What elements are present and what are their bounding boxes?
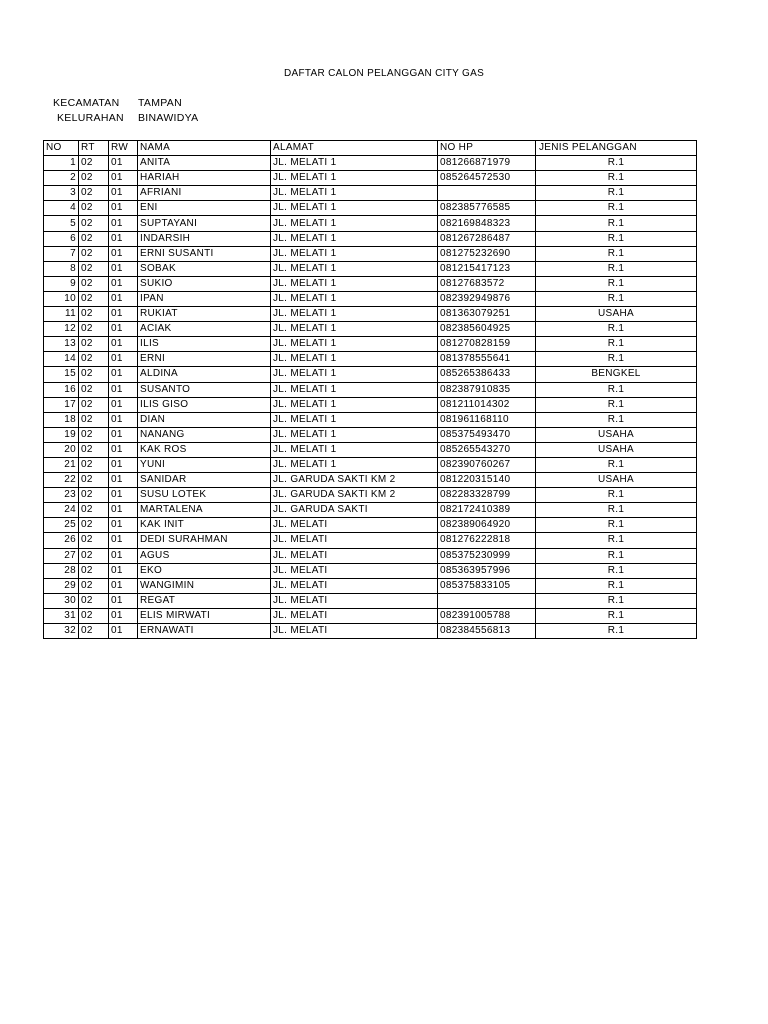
cell-no-hp: 082385604925	[438, 322, 536, 337]
cell-jenis-pelanggan: R.1	[536, 186, 697, 201]
cell-rt: 02	[79, 231, 109, 246]
table-row	[44, 578, 697, 593]
cell-rw: 01	[109, 171, 138, 186]
cell-rw: 01	[109, 533, 138, 548]
cell-no-hp: 081215417123	[438, 261, 536, 276]
cell-no-hp: 085265386433	[438, 367, 536, 382]
table-row	[44, 382, 697, 397]
cell-no: 8	[44, 261, 79, 276]
cell-jenis-pelanggan: R.1	[536, 261, 697, 276]
cell-alamat: JL. MELATI	[271, 548, 438, 563]
cell-jenis-pelanggan: R.1	[536, 291, 697, 306]
cell-jenis-pelanggan: USAHA	[536, 427, 697, 442]
column-header-no: NO	[44, 141, 79, 156]
cell-no-hp: 08127683572	[438, 276, 536, 291]
cell-nama: INDARSIH	[138, 231, 271, 246]
cell-rt: 02	[79, 352, 109, 367]
cell-rw: 01	[109, 367, 138, 382]
cell-rt: 02	[79, 186, 109, 201]
cell-no-hp: 082389064920	[438, 518, 536, 533]
cell-rw: 01	[109, 457, 138, 472]
cell-rw: 01	[109, 548, 138, 563]
cell-rw: 01	[109, 397, 138, 412]
cell-alamat: JL. MELATI	[271, 593, 438, 608]
cell-no: 20	[44, 442, 79, 457]
table-row	[44, 322, 697, 337]
cell-alamat: JL. MELATI 1	[271, 442, 438, 457]
cell-nama: ERNI	[138, 352, 271, 367]
cell-rt: 02	[79, 608, 109, 623]
cell-nama: ACIAK	[138, 322, 271, 337]
cell-nama: ENI	[138, 201, 271, 216]
cell-alamat: JL. MELATI 1	[271, 246, 438, 261]
cell-rt: 02	[79, 442, 109, 457]
cell-alamat: JL. MELATI 1	[271, 201, 438, 216]
cell-jenis-pelanggan: R.1	[536, 276, 697, 291]
cell-alamat: JL. MELATI	[271, 624, 438, 639]
cell-rt: 02	[79, 201, 109, 216]
cell-no: 12	[44, 322, 79, 337]
cell-alamat: JL. MELATI 1	[271, 261, 438, 276]
table-header-row	[44, 141, 697, 156]
table-body	[44, 156, 697, 639]
cell-nama: DEDI SURAHMAN	[138, 533, 271, 548]
cell-rt: 02	[79, 624, 109, 639]
cell-nama: WANGIMIN	[138, 578, 271, 593]
cell-nama: REGAT	[138, 593, 271, 608]
cell-no: 6	[44, 231, 79, 246]
cell-no: 17	[44, 397, 79, 412]
cell-rw: 01	[109, 246, 138, 261]
cell-jenis-pelanggan: R.1	[536, 624, 697, 639]
table-row	[44, 367, 697, 382]
cell-jenis-pelanggan: R.1	[536, 352, 697, 367]
cell-alamat: JL. MELATI 1	[271, 352, 438, 367]
cell-nama: SUSANTO	[138, 382, 271, 397]
cell-rt: 02	[79, 488, 109, 503]
table-row	[44, 518, 697, 533]
kelurahan-label: KELURAHAN	[57, 112, 124, 124]
cell-no: 24	[44, 503, 79, 518]
cell-rw: 01	[109, 488, 138, 503]
cell-rw: 01	[109, 593, 138, 608]
cell-jenis-pelanggan: R.1	[536, 457, 697, 472]
cell-nama: EKO	[138, 563, 271, 578]
cell-jenis-pelanggan: R.1	[536, 171, 697, 186]
cell-alamat: JL. MELATI 1	[271, 276, 438, 291]
cell-no-hp: 081220315140	[438, 473, 536, 488]
cell-rw: 01	[109, 337, 138, 352]
cell-jenis-pelanggan: R.1	[536, 382, 697, 397]
kecamatan-value: TAMPAN	[138, 97, 182, 109]
cell-rt: 02	[79, 578, 109, 593]
cell-no-hp: 081961168110	[438, 412, 536, 427]
cell-jenis-pelanggan: R.1	[536, 518, 697, 533]
table-row	[44, 473, 697, 488]
cell-alamat: JL. MELATI 1	[271, 427, 438, 442]
cell-alamat: JL. MELATI 1	[271, 412, 438, 427]
cell-alamat: JL. MELATI	[271, 533, 438, 548]
cell-rt: 02	[79, 322, 109, 337]
table-row	[44, 503, 697, 518]
cell-no: 32	[44, 624, 79, 639]
cell-rt: 02	[79, 518, 109, 533]
cell-no: 7	[44, 246, 79, 261]
cell-no: 13	[44, 337, 79, 352]
cell-alamat: JL. MELATI 1	[271, 216, 438, 231]
cell-alamat: JL. MELATI 1	[271, 397, 438, 412]
cell-no-hp: 085264572530	[438, 171, 536, 186]
cell-jenis-pelanggan: R.1	[536, 322, 697, 337]
cell-jenis-pelanggan: R.1	[536, 548, 697, 563]
cell-alamat: JL. MELATI 1	[271, 382, 438, 397]
cell-nama: KAK INIT	[138, 518, 271, 533]
cell-jenis-pelanggan: R.1	[536, 397, 697, 412]
cell-rt: 02	[79, 473, 109, 488]
cell-rw: 01	[109, 322, 138, 337]
cell-no: 4	[44, 201, 79, 216]
table-row	[44, 593, 697, 608]
table-row	[44, 427, 697, 442]
cell-alamat: JL. GARUDA SAKTI KM 2	[271, 488, 438, 503]
cell-no-hp: 082392949876	[438, 291, 536, 306]
cell-nama: ILIS GISO	[138, 397, 271, 412]
cell-no: 21	[44, 457, 79, 472]
table-row	[44, 201, 697, 216]
cell-rw: 01	[109, 427, 138, 442]
cell-jenis-pelanggan: USAHA	[536, 473, 697, 488]
cell-no-hp: 082172410389	[438, 503, 536, 518]
cell-no-hp: 082385776585	[438, 201, 536, 216]
cell-nama: SUPTAYANI	[138, 216, 271, 231]
cell-rw: 01	[109, 624, 138, 639]
cell-no-hp: 085363957996	[438, 563, 536, 578]
column-header-nama: NAMA	[138, 141, 271, 156]
cell-rw: 01	[109, 473, 138, 488]
cell-jenis-pelanggan: R.1	[536, 593, 697, 608]
table-row	[44, 608, 697, 623]
cell-no-hp: 082384556813	[438, 624, 536, 639]
cell-jenis-pelanggan: R.1	[536, 246, 697, 261]
cell-rw: 01	[109, 261, 138, 276]
cell-jenis-pelanggan: R.1	[536, 563, 697, 578]
cell-no: 14	[44, 352, 79, 367]
cell-nama: ILIS	[138, 337, 271, 352]
cell-jenis-pelanggan: R.1	[536, 216, 697, 231]
cell-no-hp: 081275232690	[438, 246, 536, 261]
cell-rt: 02	[79, 261, 109, 276]
cell-no-hp: 081378555641	[438, 352, 536, 367]
cell-nama: IPAN	[138, 291, 271, 306]
cell-jenis-pelanggan: R.1	[536, 231, 697, 246]
cell-rw: 01	[109, 231, 138, 246]
cell-rt: 02	[79, 593, 109, 608]
cell-no: 29	[44, 578, 79, 593]
cell-rt: 02	[79, 412, 109, 427]
table-row	[44, 156, 697, 171]
cell-no-hp: 081276222818	[438, 533, 536, 548]
cell-rt: 02	[79, 427, 109, 442]
cell-alamat: JL. MELATI 1	[271, 186, 438, 201]
table-row	[44, 488, 697, 503]
cell-no: 11	[44, 307, 79, 322]
table-row	[44, 533, 697, 548]
table-row	[44, 563, 697, 578]
column-header-rw: RW	[109, 141, 138, 156]
cell-alamat: JL. GARUDA SAKTI	[271, 503, 438, 518]
cell-rw: 01	[109, 307, 138, 322]
cell-no-hp	[438, 593, 536, 608]
table-row	[44, 291, 697, 306]
cell-nama: SANIDAR	[138, 473, 271, 488]
cell-rt: 02	[79, 171, 109, 186]
cell-nama: NANANG	[138, 427, 271, 442]
cell-rw: 01	[109, 382, 138, 397]
column-header-jenis-pelanggan: JENIS PELANGGAN	[536, 141, 697, 156]
table-row	[44, 246, 697, 261]
cell-nama: MARTALENA	[138, 503, 271, 518]
cell-alamat: JL. MELATI 1	[271, 291, 438, 306]
cell-alamat: JL. GARUDA SAKTI KM 2	[271, 473, 438, 488]
cell-rt: 02	[79, 563, 109, 578]
customer-table	[43, 140, 697, 639]
cell-rt: 02	[79, 533, 109, 548]
cell-alamat: JL. MELATI 1	[271, 322, 438, 337]
cell-jenis-pelanggan: USAHA	[536, 442, 697, 457]
cell-nama: DIAN	[138, 412, 271, 427]
cell-rw: 01	[109, 291, 138, 306]
cell-jenis-pelanggan: R.1	[536, 503, 697, 518]
cell-rw: 01	[109, 442, 138, 457]
cell-no: 27	[44, 548, 79, 563]
cell-jenis-pelanggan: R.1	[536, 337, 697, 352]
cell-nama: SOBAK	[138, 261, 271, 276]
table-row	[44, 624, 697, 639]
cell-rt: 02	[79, 382, 109, 397]
cell-nama: RUKIAT	[138, 307, 271, 322]
cell-nama: ALDINA	[138, 367, 271, 382]
cell-alamat: JL. MELATI	[271, 608, 438, 623]
cell-rw: 01	[109, 201, 138, 216]
cell-nama: SUSU LOTEK	[138, 488, 271, 503]
cell-no: 5	[44, 216, 79, 231]
cell-no-hp: 081363079251	[438, 307, 536, 322]
table-row	[44, 216, 697, 231]
cell-no: 15	[44, 367, 79, 382]
cell-no: 10	[44, 291, 79, 306]
kelurahan-value: BINAWIDYA	[138, 112, 199, 124]
cell-rt: 02	[79, 156, 109, 171]
cell-rw: 01	[109, 578, 138, 593]
cell-rw: 01	[109, 608, 138, 623]
cell-rw: 01	[109, 352, 138, 367]
cell-rt: 02	[79, 276, 109, 291]
cell-rw: 01	[109, 412, 138, 427]
table-row	[44, 307, 697, 322]
column-header-no-hp: NO HP	[438, 141, 536, 156]
cell-jenis-pelanggan: R.1	[536, 533, 697, 548]
cell-no-hp: 085265543270	[438, 442, 536, 457]
cell-rw: 01	[109, 186, 138, 201]
cell-no-hp: 081270828159	[438, 337, 536, 352]
table-row	[44, 457, 697, 472]
cell-no-hp: 085375833105	[438, 578, 536, 593]
cell-jenis-pelanggan: R.1	[536, 201, 697, 216]
cell-nama: AFRIANI	[138, 186, 271, 201]
cell-alamat: JL. MELATI 1	[271, 231, 438, 246]
cell-nama: ELIS MIRWATI	[138, 608, 271, 623]
cell-no-hp: 082390760267	[438, 457, 536, 472]
cell-jenis-pelanggan: R.1	[536, 578, 697, 593]
cell-rw: 01	[109, 503, 138, 518]
table-row	[44, 352, 697, 367]
cell-jenis-pelanggan: R.1	[536, 608, 697, 623]
table-row	[44, 231, 697, 246]
cell-no: 28	[44, 563, 79, 578]
cell-no-hp	[438, 186, 536, 201]
table-row	[44, 337, 697, 352]
column-header-rt: RT	[79, 141, 109, 156]
cell-rt: 02	[79, 307, 109, 322]
cell-no: 25	[44, 518, 79, 533]
cell-nama: ANITA	[138, 156, 271, 171]
cell-alamat: JL. MELATI 1	[271, 171, 438, 186]
cell-no-hp: 081266871979	[438, 156, 536, 171]
table-row	[44, 548, 697, 563]
column-header-alamat: ALAMAT	[271, 141, 438, 156]
cell-rt: 02	[79, 246, 109, 261]
cell-rw: 01	[109, 563, 138, 578]
cell-no: 2	[44, 171, 79, 186]
cell-rw: 01	[109, 216, 138, 231]
cell-rw: 01	[109, 276, 138, 291]
cell-jenis-pelanggan: R.1	[536, 156, 697, 171]
cell-nama: YUNI	[138, 457, 271, 472]
cell-rw: 01	[109, 518, 138, 533]
cell-alamat: JL. MELATI 1	[271, 367, 438, 382]
table-row	[44, 412, 697, 427]
cell-no: 16	[44, 382, 79, 397]
cell-no: 1	[44, 156, 79, 171]
table-row	[44, 171, 697, 186]
cell-rt: 02	[79, 548, 109, 563]
cell-nama: KAK ROS	[138, 442, 271, 457]
cell-no: 18	[44, 412, 79, 427]
cell-rt: 02	[79, 367, 109, 382]
cell-no: 23	[44, 488, 79, 503]
cell-jenis-pelanggan: USAHA	[536, 307, 697, 322]
cell-no-hp: 081267286487	[438, 231, 536, 246]
cell-nama: ERNAWATI	[138, 624, 271, 639]
cell-no-hp: 082283328799	[438, 488, 536, 503]
cell-no: 19	[44, 427, 79, 442]
cell-no-hp: 085375493470	[438, 427, 536, 442]
table-row	[44, 442, 697, 457]
cell-alamat: JL. MELATI	[271, 518, 438, 533]
cell-no: 3	[44, 186, 79, 201]
cell-alamat: JL. MELATI 1	[271, 156, 438, 171]
table-row	[44, 397, 697, 412]
cell-no: 22	[44, 473, 79, 488]
kecamatan-label: KECAMATAN	[53, 97, 120, 109]
cell-no-hp: 082169848323	[438, 216, 536, 231]
cell-nama: SUKIO	[138, 276, 271, 291]
cell-alamat: JL. MELATI	[271, 563, 438, 578]
cell-alamat: JL. MELATI	[271, 578, 438, 593]
cell-no-hp: 082391005788	[438, 608, 536, 623]
cell-rt: 02	[79, 291, 109, 306]
cell-jenis-pelanggan: BENGKEL	[536, 367, 697, 382]
cell-alamat: JL. MELATI 1	[271, 307, 438, 322]
cell-rt: 02	[79, 397, 109, 412]
cell-no: 26	[44, 533, 79, 548]
cell-jenis-pelanggan: R.1	[536, 488, 697, 503]
cell-nama: ERNI SUSANTI	[138, 246, 271, 261]
cell-nama: AGUS	[138, 548, 271, 563]
cell-no: 31	[44, 608, 79, 623]
cell-no: 9	[44, 276, 79, 291]
cell-rt: 02	[79, 503, 109, 518]
cell-no-hp: 085375230999	[438, 548, 536, 563]
cell-rw: 01	[109, 156, 138, 171]
cell-jenis-pelanggan: R.1	[536, 412, 697, 427]
cell-no-hp: 081211014302	[438, 397, 536, 412]
cell-rt: 02	[79, 457, 109, 472]
cell-alamat: JL. MELATI 1	[271, 457, 438, 472]
document-title: DAFTAR CALON PELANGGAN CITY GAS	[283, 68, 485, 79]
cell-rt: 02	[79, 337, 109, 352]
table-row	[44, 261, 697, 276]
cell-nama: HARIAH	[138, 171, 271, 186]
cell-rt: 02	[79, 216, 109, 231]
table-row	[44, 186, 697, 201]
cell-no: 30	[44, 593, 79, 608]
cell-alamat: JL. MELATI 1	[271, 337, 438, 352]
table-row	[44, 276, 697, 291]
cell-no-hp: 082387910835	[438, 382, 536, 397]
